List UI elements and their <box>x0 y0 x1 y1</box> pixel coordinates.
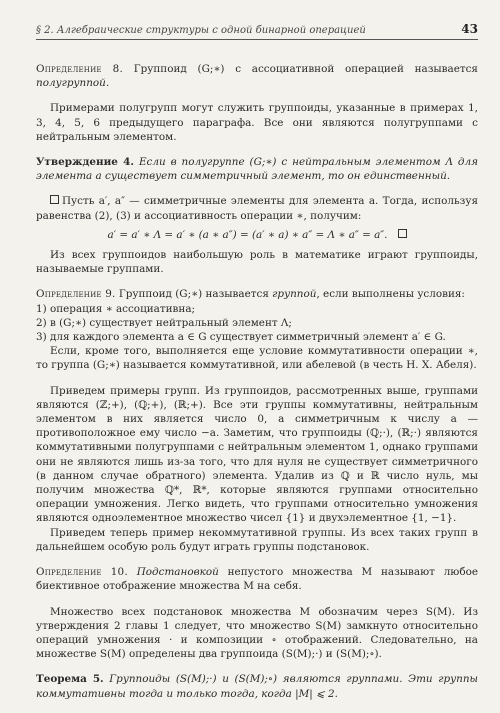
paragraph: Приведем примеры групп. Из группоидов, рассмотренных выше, группами являются (ℤ;+), (ℚ;+), (ℝ;+). Все эти группы коммутативны, нейтральным элементом в них является число 0, а симметричным к числу a — противоположное ему число −a. Заметим, что группоиды (ℚ;·), (ℝ;·) являются коммутативными полугруппами с нейтральным элементом 1, однако группами они не являются лишь из-за того, что для нуля не существует симметричного (в данном случае обратного) элемента. Удалив из ℚ и ℝ число нуль, мы получим множества ℚ*, ℝ*, которые являются группами относительно операции умножения. Легко видеть, что группами относительно умножения являются одноэлементное множество чисел {1} и двухэлементное {1, −1}. <box>36 384 478 525</box>
paragraph: Из всех группоидов наибольшую роль в математике играют группоиды, называемые группами. <box>36 249 478 276</box>
list-item: 2) в (G;∗) существует нейтральный элемент Λ; <box>36 316 292 329</box>
list-item: 1) операция ∗ ассоциативна; <box>36 302 196 315</box>
paragraph: Примерами полугрупп могут служить группоиды, указанные в примерах 1, 3, 4, 5, 6 предыдущего параграфа. Все они являются полугруппами с нейтральным элементом. <box>36 102 478 143</box>
qed-icon <box>398 229 407 238</box>
page-body <box>36 62 478 701</box>
definition-text: Группоид (G;∗) называется <box>118 288 273 301</box>
definition-8 <box>36 62 478 90</box>
proof-text: Пусть a′, a″ — симметричные элементы для элемента a. Тогда, используя равенства (2), (3) и ассоциативность операции ∗, получим: <box>36 195 478 222</box>
definition-10 <box>36 565 478 593</box>
statement-text: Если в полугруппе (G;∗) с нейтральным элементом Λ для элемента a существует симметричный элемент, то он единственный. <box>36 156 478 183</box>
definition-text: непустого множества M называют любое биективное отображение множества M на себя. <box>36 566 479 593</box>
definition-label: Определение 10. <box>36 566 128 579</box>
statement-4 <box>36 155 478 183</box>
definition-label: Определение 8. <box>36 63 123 75</box>
page-number: 43 <box>461 22 478 36</box>
proof <box>36 194 478 222</box>
paragraph: Если, кроме того, выполняется еще условие коммутативности операции ∗, то группа (G;∗) называется коммутативной, или абелевой (в честь Н. Х. Абеля). <box>36 345 478 372</box>
definition-tail: . <box>105 77 110 90</box>
formula <box>36 228 478 242</box>
list-item: 3) для каждого элемента a ∈ G существует симметричный элемент a′ ∈ G. <box>36 331 446 344</box>
proof-start-icon <box>50 195 59 204</box>
conditions-list <box>36 302 478 345</box>
defined-term: Подстановкой <box>136 566 219 579</box>
formula-text: a′ = a′ ∗ Λ = a′ ∗ (a ∗ a″) = (a′ ∗ a) ∗ a″ = Λ ∗ a″ = a″. <box>107 228 388 241</box>
definition-text: Группоид (G;∗) с ассоциативной операцией называется <box>133 63 478 75</box>
definition-label: Определение 9. <box>36 288 116 301</box>
definition-9 <box>36 287 478 301</box>
statement-label: Утверждение 4. <box>36 156 135 169</box>
section-title: § 2. Алгебраические структуры с одной бинарной операцией <box>36 25 366 36</box>
defined-term: полугруппой <box>36 77 106 90</box>
paragraph: Приведем теперь пример некоммутативной группы. Из всех таких групп в дальнейшем особую роль будут играть группы подстановок. <box>36 526 478 553</box>
theorem-label: Теорема 5. <box>36 673 104 686</box>
theorem-text: Группоиды (S(M);·) и (S(M);∘) являются группами. Эти группы коммутативны тогда и только тогда, когда |M| ⩽ 2. <box>36 673 479 700</box>
theorem-5 <box>36 672 478 700</box>
definition-tail: , если выполнены условия: <box>316 288 465 301</box>
defined-term: группой <box>272 288 317 301</box>
paragraph: Множество всех подстановок множества M обозначим через S(M). Из утверждения 2 главы 1 следует, что множество S(M) замкнуто относительно операций умножения · и композиции ∘ отображений. Следовательно, на множестве S(M) определены два группоида (S(M);·) и (S(M);∘). <box>36 605 478 661</box>
running-header <box>36 22 478 40</box>
